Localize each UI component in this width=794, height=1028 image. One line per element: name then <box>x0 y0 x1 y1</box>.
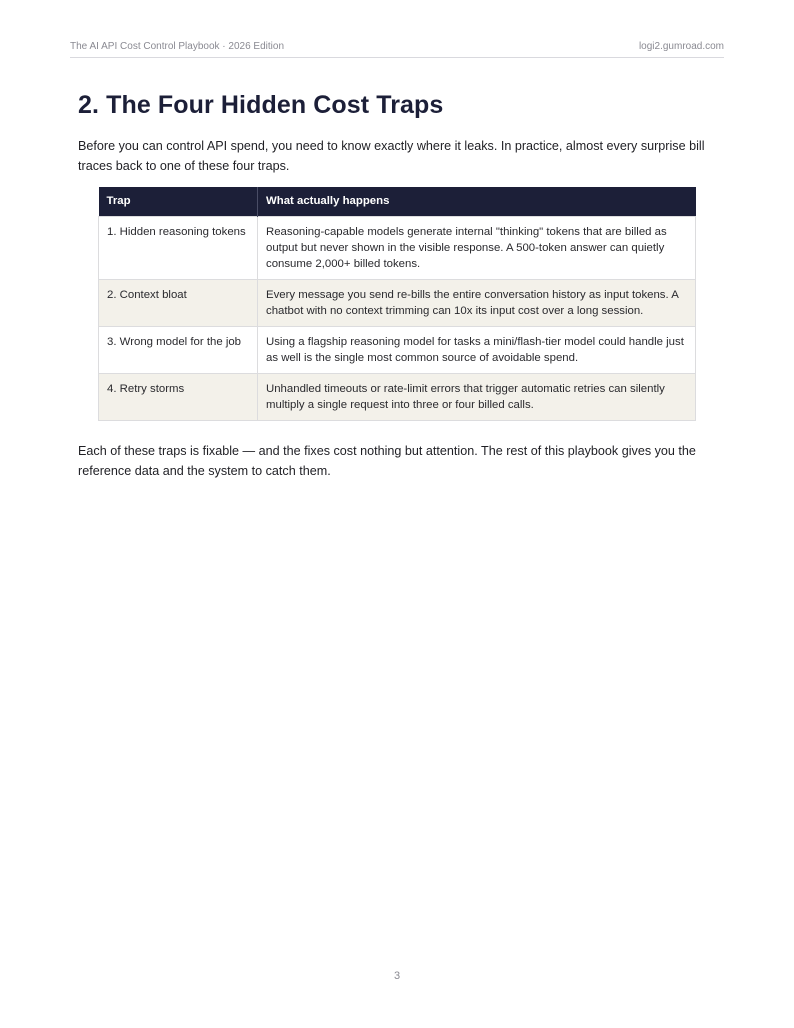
trap-name-cell: 3. Wrong model for the job <box>99 327 258 374</box>
column-header-what-happens: What actually happens <box>258 187 696 217</box>
trap-name-cell: 1. Hidden reasoning tokens <box>99 217 258 280</box>
trap-name-cell: 4. Retry storms <box>99 374 258 421</box>
trap-name-cell: 2. Context bloat <box>99 280 258 327</box>
section-title: 2. The Four Hidden Cost Traps <box>78 91 444 119</box>
running-header <box>70 40 724 58</box>
trap-detail-cell: Unhandled timeouts or rate-limit errors that trigger automatic retries can silently multiply a single request into three or four billed calls. <box>258 374 696 421</box>
document-title: The AI API Cost Control Playbook · 2026 Edition <box>70 41 285 52</box>
column-header-trap: Trap <box>99 187 258 217</box>
table-row <box>99 217 696 280</box>
intro-paragraph: Before you can control API spend, you need to know exactly where it leaks. In practice, almost every surprise bill traces back to one of these four traps. <box>78 139 705 173</box>
cost-traps-table <box>98 187 696 421</box>
trap-detail-cell: Reasoning-capable models generate internal "thinking" tokens that are billed as output but never shown in the visible response. A 500-token answer can quietly consume 2,000+ billed tokens. <box>258 217 696 280</box>
site-url: logi2.gumroad.com <box>638 41 724 52</box>
page-number: 3 <box>393 970 401 982</box>
closing-paragraph: Each of these traps is fixable — and the fixes cost nothing but attention. The rest of this playbook gives you the reference data and the system to catch them. <box>78 444 696 478</box>
table-row <box>99 280 696 327</box>
trap-detail-cell: Using a flagship reasoning model for tasks a mini/flash-tier model could handle just as well is the single most common source of avoidable spend. <box>258 327 696 374</box>
trap-detail-cell: Every message you send re-bills the entire conversation history as input tokens. A chatbot with no context trimming can 10x its input cost over a long session. <box>258 280 696 327</box>
table-row <box>99 327 696 374</box>
table-header-row <box>99 187 696 217</box>
table-row <box>99 374 696 421</box>
